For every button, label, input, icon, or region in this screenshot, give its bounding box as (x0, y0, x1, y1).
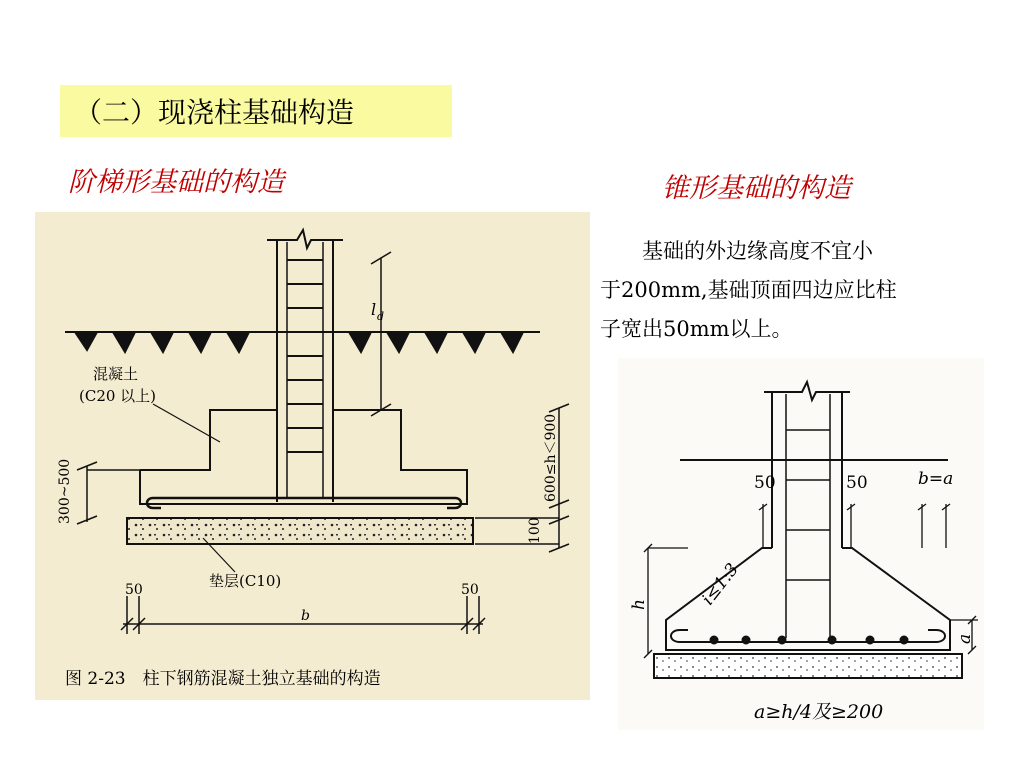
dim-50-left-2: 50 (754, 473, 776, 493)
slope-label: i≤1:3 (698, 559, 743, 610)
dim-b: b (301, 608, 310, 624)
description-line-1: 基础的外边缘高度不宜小 (642, 239, 873, 263)
step-height-dimension (77, 462, 140, 524)
dim-50-right: 50 (461, 582, 479, 598)
bedding-layer (127, 518, 473, 544)
dim-50-left: 50 (125, 582, 143, 598)
tapered-foundation-drawing (618, 358, 984, 730)
bottom-reinforcement-2 (671, 630, 945, 644)
tapered-foundation-heading: 锥形基础的构造 (662, 173, 851, 204)
bedding-layer-2 (654, 654, 962, 678)
stepped-foundation-figure (35, 212, 590, 700)
description-line-3: 子宽出50mm以上。 (600, 317, 793, 341)
label-100: 100 (527, 517, 543, 544)
tapered-foundation-figure (618, 358, 984, 730)
ld-subscript: d (377, 310, 385, 323)
figure1-caption: 图 2-23 柱下钢筋混凝土独立基础的构造 (65, 669, 381, 689)
step-height-label: 300~500 (57, 458, 73, 524)
figure2-caption: a≥h/4及≥200 (754, 701, 884, 723)
a-label: a (955, 633, 975, 644)
offset-markers (759, 504, 950, 548)
ld-label: l (371, 300, 377, 319)
column (267, 230, 343, 502)
h-label: h (629, 599, 649, 610)
concrete-grade-label: (C20 以上) (79, 387, 157, 405)
h-range-label: 600≤h＜900 (543, 413, 559, 502)
b-eq-a-label: b=a (918, 469, 954, 489)
description-line-2: 于200mm,基础顶面四边应比柱 (600, 278, 897, 302)
ground-line (65, 332, 540, 352)
slide-title: （二）现浇柱基础构造 (74, 96, 355, 129)
column-2 (764, 382, 850, 638)
bedding-label: 垫层(C10) (209, 572, 282, 590)
stepped-foundation-heading: 阶梯形基础的构造 (68, 167, 284, 198)
description-text (600, 232, 980, 349)
slide-title-box (60, 85, 452, 137)
stepped-foundation-drawing (35, 212, 590, 700)
dim-50-right-2: 50 (846, 473, 868, 493)
concrete-label: 混凝土 (93, 365, 139, 383)
